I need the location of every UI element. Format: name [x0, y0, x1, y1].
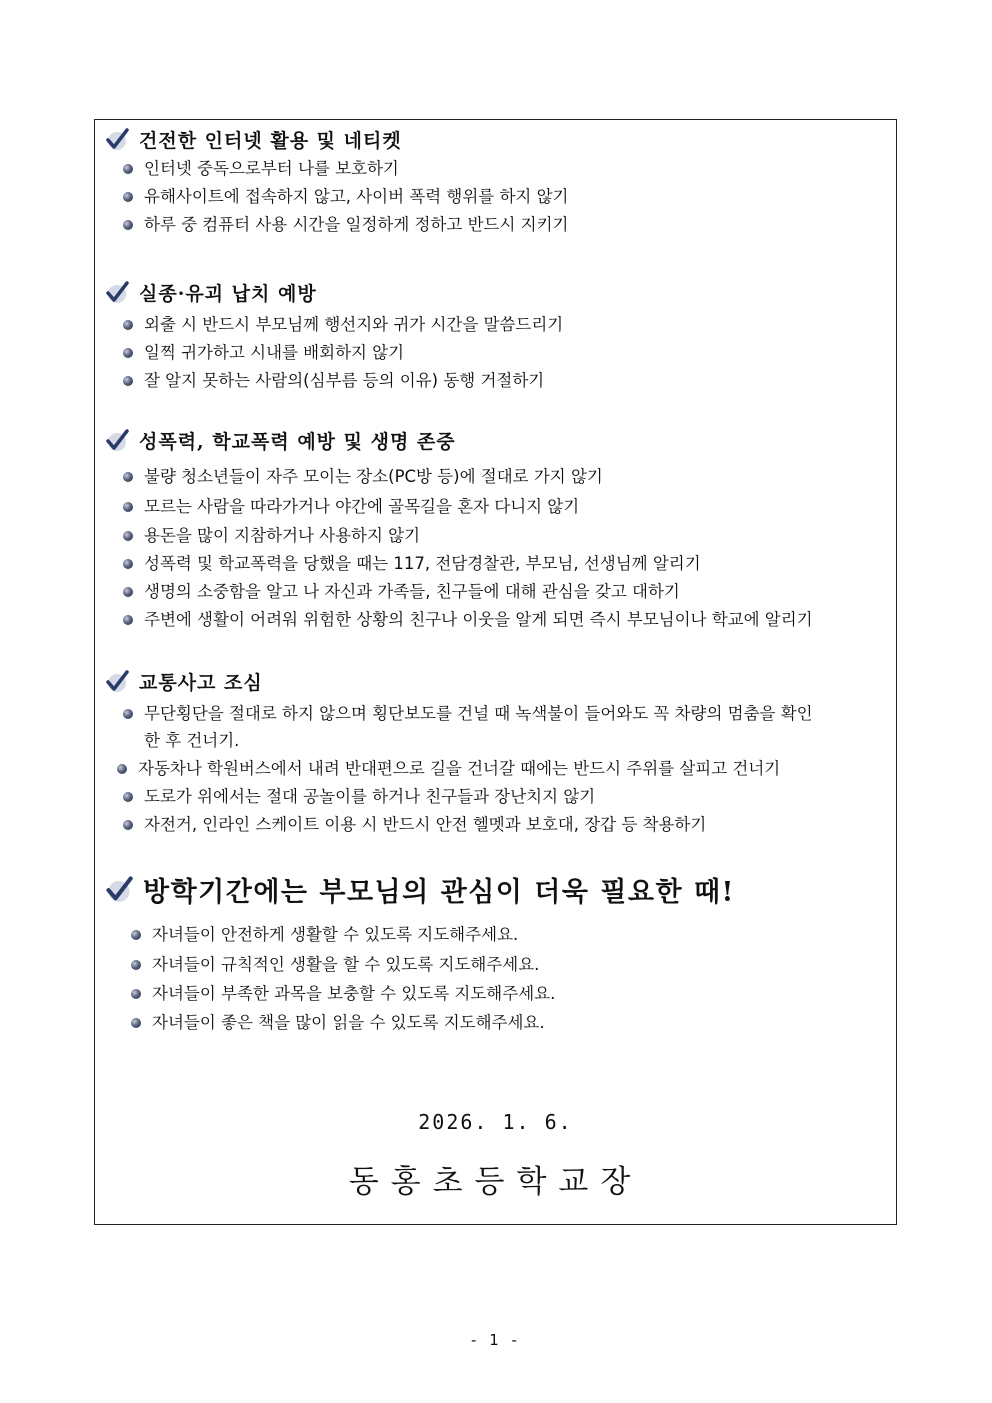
- section-title: 성폭력, 학교폭력 예방 및 생명 존중: [139, 430, 456, 453]
- bullet-icon: [131, 960, 141, 970]
- bullet-icon: [123, 192, 133, 202]
- bullet-icon: [123, 792, 133, 802]
- bullet-icon: [123, 531, 133, 541]
- bullet-icon: [123, 320, 133, 330]
- list-item: 자녀들이 안전하게 생활할 수 있도록 지도해주세요.: [131, 923, 518, 947]
- list-item: 유해사이트에 접속하지 않고, 사이버 폭력 행위를 하지 않기: [123, 185, 569, 209]
- section-heading-violence: [105, 424, 456, 456]
- bullet-icon: [123, 220, 133, 230]
- section-title: 실종·유괴 납치 예방: [139, 282, 317, 305]
- list-item: 도로가 위에서는 절대 공놀이를 하거나 친구들과 장난치지 않기: [123, 785, 595, 809]
- bullet-icon: [123, 587, 133, 597]
- list-item: 잘 알지 못하는 사람의(심부름 등의 이유) 동행 거절하기: [123, 369, 544, 393]
- bullet-icon: [117, 764, 127, 774]
- bullet-icon: [131, 930, 141, 940]
- section-heading-kidnap: [105, 276, 317, 308]
- bullet-icon: [123, 472, 133, 482]
- list-item: 용돈을 많이 지참하거나 사용하지 않기: [123, 524, 420, 548]
- checkmark-icon: [105, 875, 133, 903]
- section-heading-traffic: [105, 665, 263, 697]
- bullet-icon: [123, 559, 133, 569]
- list-item-continuation: 한 후 건너기.: [144, 731, 240, 750]
- list-item: 불량 청소년들이 자주 모이는 장소(PC방 등)에 절대로 가지 않기: [123, 465, 603, 489]
- list-item: 자녀들이 좋은 책을 많이 읽을 수 있도록 지도해주세요.: [131, 1011, 545, 1035]
- bullet-icon: [123, 615, 133, 625]
- bullet-icon: [123, 348, 133, 358]
- checkmark-icon: [105, 127, 129, 151]
- list-item: 생명의 소중함을 알고 나 자신과 가족들, 친구들에 대해 관심을 갖고 대하기: [123, 580, 680, 604]
- bullet-icon: [131, 1018, 141, 1028]
- section-heading-vacation: [105, 873, 735, 908]
- section-title: 방학기간에는 부모님의 관심이 더욱 필요한 때!: [143, 876, 735, 908]
- list-item: 모르는 사람을 따라가거나 야간에 골목길을 혼자 다니지 않기: [123, 495, 579, 519]
- bullet-icon: [131, 989, 141, 999]
- list-item: 인터넷 중독으로부터 나를 보호하기: [123, 157, 399, 181]
- bullet-icon: [123, 709, 133, 719]
- list-item: 자녀들이 부족한 과목을 보충할 수 있도록 지도해주세요.: [131, 982, 555, 1006]
- signature: 동홍초등학교장: [348, 1164, 643, 1200]
- list-item: 무단횡단을 절대로 하지 않으며 횡단보도를 건널 때 녹색불이 들어와도 꼭 차량의 멈춤을 확인: [123, 702, 813, 726]
- list-item: 외출 시 반드시 부모님께 행선지와 귀가 시간을 말씀드리기: [123, 313, 563, 337]
- list-item: 일찍 귀가하고 시내를 배회하지 않기: [123, 341, 404, 365]
- list-item: 자녀들이 규칙적인 생활을 할 수 있도록 지도해주세요.: [131, 953, 539, 977]
- section-title: 교통사고 조심: [139, 671, 263, 694]
- bullet-icon: [123, 376, 133, 386]
- list-item: 자동차나 학원버스에서 내려 반대편으로 길을 건너갈 때에는 반드시 주위를 살피고 건너기: [117, 757, 780, 781]
- list-item: 성폭력 및 학교폭력을 당했을 때는 117, 전담경찰관, 부모님, 선생님께 알리기: [123, 552, 701, 576]
- section-title: 건전한 인터넷 활용 및 네티켓: [139, 129, 402, 152]
- checkmark-icon: [105, 669, 129, 693]
- bullet-icon: [123, 164, 133, 174]
- checkmark-icon: [105, 428, 129, 452]
- bullet-icon: [123, 502, 133, 512]
- page-number: - 1 -: [471, 1331, 521, 1349]
- list-item: 하루 중 컴퓨터 사용 시간을 일정하게 정하고 반드시 지키기: [123, 213, 569, 237]
- section-heading-internet: [105, 123, 402, 155]
- checkmark-icon: [105, 280, 129, 304]
- notice-date: 2026. 1. 6.: [418, 1110, 573, 1134]
- notice-frame: [94, 119, 897, 1225]
- list-item: 자전거, 인라인 스케이트 이용 시 반드시 안전 헬멧과 보호대, 장갑 등 착용하기: [123, 813, 706, 837]
- list-item: 주변에 생활이 어려워 위험한 상황의 친구나 이웃을 알게 되면 즉시 부모님이나 학교에 알리기: [123, 608, 813, 632]
- bullet-icon: [123, 820, 133, 830]
